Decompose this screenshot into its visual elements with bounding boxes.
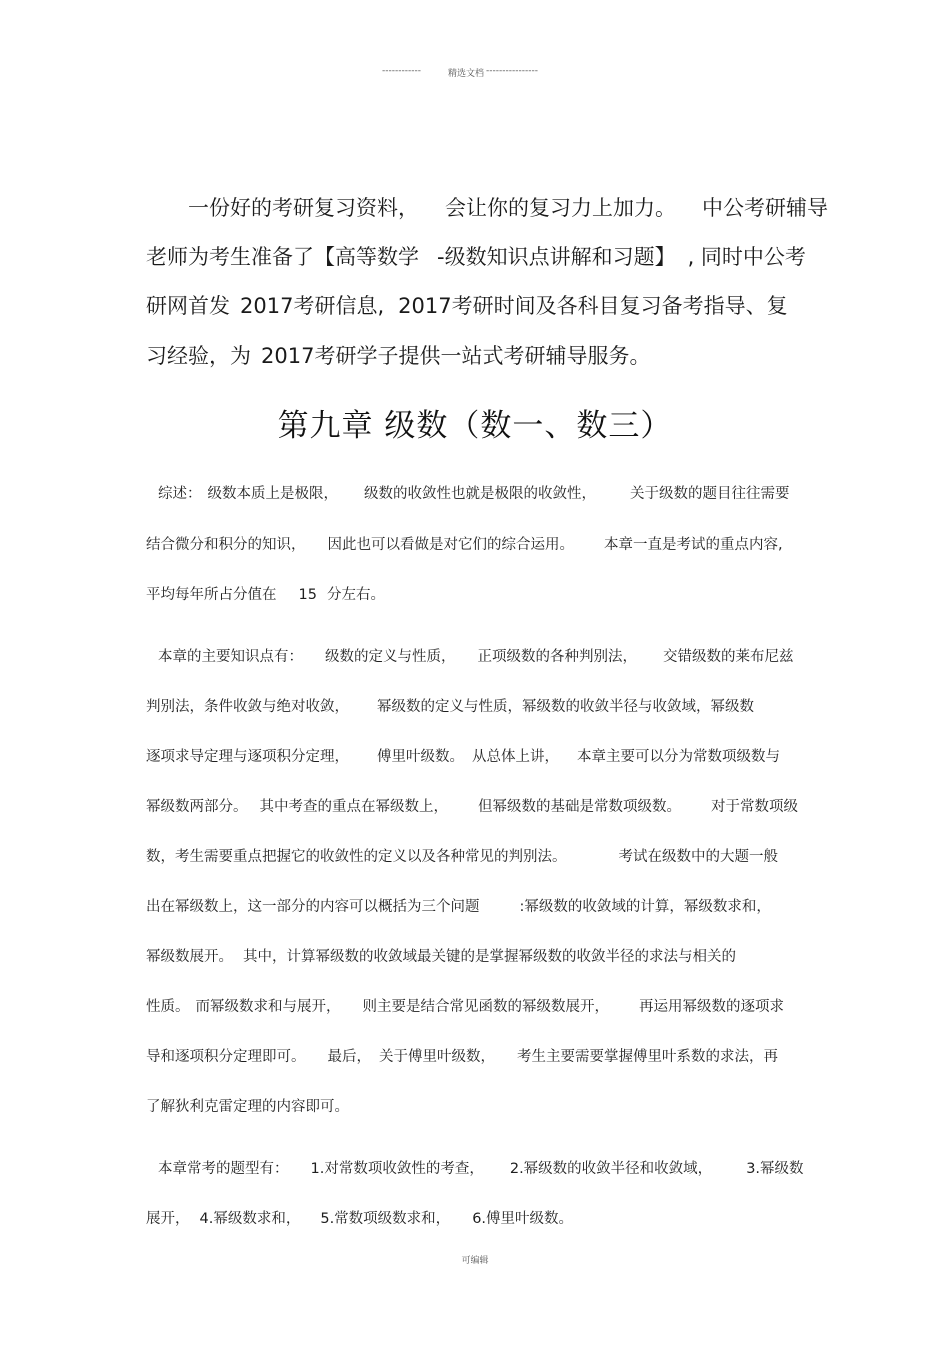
text-seg: 15 [298, 587, 317, 603]
intro-seg: 一份好的考研复习资料， [188, 196, 419, 220]
footer-label: 可编辑 [461, 1256, 489, 1266]
intro-seg: 会让你的复习力上加力。 [445, 196, 676, 220]
text-seg: 交错级数的莱布尼兹 [663, 649, 794, 665]
text-seg: 本章常考的题型有： [158, 1161, 289, 1177]
text-seg: 出在幂级数上，这一部分的内容可以概括为三个问题 [146, 899, 480, 915]
text-seg: 幂级数两部分。 [146, 799, 248, 815]
text-seg: 但幂级数的基础是常数项级数。 [478, 799, 681, 815]
text-seg: 从总体上讲， [472, 749, 559, 765]
text-seg: 再运用幂级数的逐项求 [639, 999, 784, 1015]
text-seg: 幂级数的定义与性质，幂级数的收敛半径与收敛域，幂级数 [377, 699, 754, 715]
body-line [146, 482, 790, 503]
text-seg: 展开， [146, 1211, 190, 1227]
text-seg: 关于傅里叶级数， [379, 1049, 495, 1065]
text-seg: 傅里叶级数。 [377, 749, 464, 765]
text-seg: 正项级数的各种判别法， [477, 649, 637, 665]
text-seg: 了解狄利克雷定理的内容即可。 [146, 1099, 349, 1115]
text-seg: 6.傅里叶级数。 [472, 1211, 574, 1227]
body-line [146, 1157, 804, 1178]
text-seg: 5.常数项级数求和， [320, 1211, 451, 1227]
body-line [146, 895, 771, 916]
body-line [146, 695, 754, 716]
text-seg: 1.对常数项收敛性的考查， [310, 1161, 484, 1177]
body-line [146, 1045, 778, 1066]
intro-seg: 中公考研辅导 [702, 196, 828, 220]
body-line [146, 945, 736, 966]
text-seg: 级数的收敛性也就是极限的收敛性， [364, 486, 596, 502]
text-seg: 平均每年所占分值在 [146, 587, 277, 603]
body-line [146, 533, 783, 554]
text-seg: 导和逐项积分定理即可。 [146, 1049, 306, 1065]
text-seg: 对于常数项级 [711, 799, 798, 815]
intro-seg: 2017考研学子提供一站式考研辅导服务。 [261, 344, 651, 368]
text-seg: 级数的定义与性质， [325, 649, 456, 665]
text-seg: :幂级数的收敛域的计算，幂级数求和， [519, 899, 771, 915]
text-seg: 结合微分和积分的知识， [146, 537, 306, 553]
intro-seg: -级数知识点讲解和习题】 [437, 245, 676, 269]
text-seg: 其中考查的重点在幂级数上， [259, 799, 448, 815]
body-line [146, 845, 778, 866]
text-seg: 分左右。 [326, 587, 385, 603]
text-seg: 3.幂级数 [746, 1161, 804, 1177]
header-label: 精选文档 [448, 69, 485, 79]
body-line [146, 745, 780, 766]
text-seg: 考试在级数中的大题一般 [618, 849, 778, 865]
intro-seg: 2017考研信息, [240, 294, 385, 318]
text-seg: 判别法，条件收敛与绝对收敛， [146, 699, 349, 715]
text-seg: 本章主要可以分为常数项级数与 [577, 749, 780, 765]
text-seg: 性质。 [146, 999, 190, 1015]
text-seg: 2.幂级数的收敛半径和收敛域， [509, 1161, 713, 1177]
intro-seg: 2017考研时间及各科目复习备考指导、复 [398, 294, 788, 318]
text-seg: 则主要是结合常见函数的幂级数展开， [362, 999, 609, 1015]
intro-line [146, 241, 806, 271]
body-line [146, 1095, 349, 1116]
body-line [146, 583, 385, 604]
intro-line [146, 340, 650, 370]
chapter-title: 第九章 级数（数一、数三） [277, 408, 673, 444]
text-seg: 本章的主要知识点有： [158, 649, 303, 665]
body-line [146, 795, 798, 816]
text-seg: 逐项求导定理与逐项积分定理， [146, 749, 349, 765]
intro-line [146, 192, 828, 222]
text-seg: 级数本质上是极限， [207, 486, 338, 502]
text-seg: 最后， [327, 1049, 371, 1065]
text-seg: 其中，计算幂级数的收敛域最关键的是掌握幂级数的收敛半径的求法与相关的 [243, 949, 736, 965]
intro-seg: 习经验，为 [146, 344, 251, 368]
text-seg: 考生主要需要掌握傅里叶系数的求法，再 [517, 1049, 778, 1065]
intro-line [146, 290, 788, 320]
header-dashes-right: ---------------- [486, 66, 538, 76]
body-line [146, 645, 794, 666]
text-seg: 幂级数展开。 [146, 949, 233, 965]
intro-seg: 研网首发 [146, 294, 230, 318]
text-seg: 数，考生需要重点把握它的收敛性的定义以及各种常见的判别法。 [146, 849, 567, 865]
header-dashes-left: ------------ [382, 66, 421, 76]
intro-seg: 老师为考生准备了【高等数学 [146, 245, 419, 269]
text-seg: 4.幂级数求和， [199, 1211, 301, 1227]
text-seg: 关于级数的题目往往需要 [630, 486, 790, 502]
text-seg: 本章一直是考试的重点内容, [604, 537, 783, 553]
text-seg: 而幂级数求和与展开， [195, 999, 341, 1015]
body-line [146, 1207, 573, 1228]
intro-seg: , 同时中公考 [687, 245, 806, 269]
body-line [146, 995, 784, 1016]
text-seg: 综述： [158, 486, 202, 502]
text-seg: 因此也可以看做是对它们的综合运用。 [327, 537, 574, 553]
